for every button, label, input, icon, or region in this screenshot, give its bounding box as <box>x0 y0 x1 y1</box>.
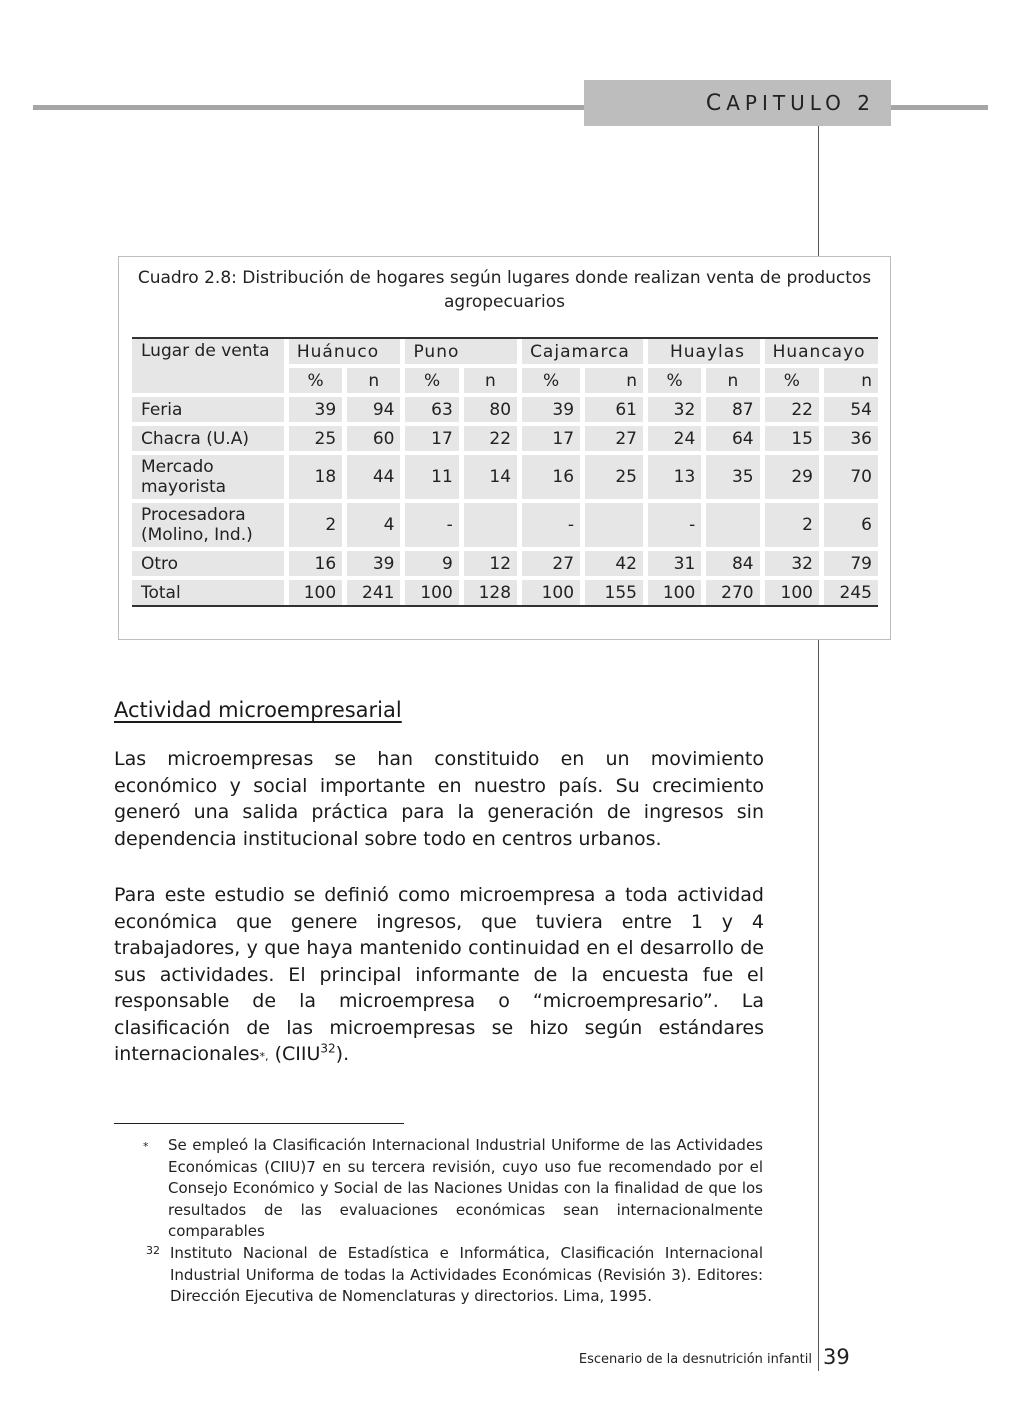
header-group: Huancayo <box>765 339 878 368</box>
table-cell: 9 <box>405 551 463 580</box>
table-row <box>132 455 878 503</box>
table-row <box>132 397 878 426</box>
footnote: Se empleó la Clasificación Internacional Industrial Uniforme de las Actividades Económicas (CIIU)7 en su tercera revisión, cuyo uso fue recomendado por el Consejo Económico y Social de las Naciones Unidas con la finalidad de que los resultados de las evaluaciones económicas sean internacionalmente comparables <box>168 1136 763 1240</box>
paragraph-text: Para este estudio se definió como microempresa a toda actividad económica que genere ingresos, que tuviera entre 1 y 4 trabajadores, y que haya mantenido continuidad en el desarrollo de sus actividades. El principal informante de la encuesta fue el responsable de la microempresa o “microempresario”. La clasificación de las microempresas se hizo según estándares internacionales <box>114 884 764 1065</box>
chapter-title: APITULO 2 <box>726 91 875 115</box>
subheader-cell: % <box>289 368 347 397</box>
table-cell: 13 <box>648 455 706 503</box>
table-cell: 87 <box>706 397 764 426</box>
sales-location-table <box>132 337 878 607</box>
table-cell: 39 <box>289 397 347 426</box>
table-cell: 63 <box>405 397 463 426</box>
footnote-mark: * <box>143 1140 149 1153</box>
footnote-ref-32: 32 <box>320 1041 336 1056</box>
table-cell: - <box>522 503 585 551</box>
row-label: Feria <box>132 397 289 426</box>
table-row <box>132 503 878 551</box>
table-cell: 31 <box>648 551 706 580</box>
table-cell: 60 <box>347 426 405 455</box>
header-group: Cajamarca <box>522 339 648 368</box>
row-label: Mercado mayorista <box>132 455 289 503</box>
section-heading: Actividad microempresarial <box>114 698 402 722</box>
table-cell: 54 <box>824 397 878 426</box>
header-lugar-de-venta: Lugar de venta <box>132 339 289 397</box>
table-cell: 32 <box>765 551 824 580</box>
table-row <box>132 426 878 455</box>
table-frame <box>118 256 891 640</box>
table-cell: 6 <box>824 503 878 551</box>
caption-line-1: Cuadro 2.8: Distribución de hogares según lugares donde realizan venta de productos <box>137 268 872 288</box>
chapter-initial: C <box>705 90 727 116</box>
table-cell: 100 <box>765 580 824 605</box>
table-cell: 61 <box>585 397 648 426</box>
table-cell: 79 <box>824 551 878 580</box>
page-number: 39 <box>823 1345 850 1369</box>
table-cell: 12 <box>464 551 522 580</box>
chapter-label <box>584 80 891 126</box>
table-cell: 270 <box>706 580 764 605</box>
table-cell: 84 <box>706 551 764 580</box>
header-group: Huaylas <box>648 339 765 368</box>
table-cell: 100 <box>405 580 463 605</box>
table-cell: 100 <box>289 580 347 605</box>
table-cell: 22 <box>464 426 522 455</box>
subheader-cell: n <box>464 368 522 397</box>
footnote-ref-star: *, <box>259 1050 269 1063</box>
row-label: Total <box>132 580 289 605</box>
table-cell: 27 <box>585 426 648 455</box>
table-cell: 245 <box>824 580 878 605</box>
subheader-cell: n <box>706 368 764 397</box>
table-cell: 25 <box>289 426 347 455</box>
table-row <box>132 551 878 580</box>
table-header-row <box>132 339 878 368</box>
table-cell: 64 <box>706 426 764 455</box>
table-cell: 27 <box>522 551 585 580</box>
header-group: Huánuco <box>289 339 406 368</box>
table-caption <box>119 266 890 314</box>
table-cell: 15 <box>765 426 824 455</box>
table-cell: 16 <box>289 551 347 580</box>
table-cell: - <box>648 503 706 551</box>
paragraph-text: ). <box>335 1043 350 1065</box>
table-cell: 18 <box>289 455 347 503</box>
footnote: Instituto Nacional de Estadística e Informática, Clasificación Internacional Industrial Uniforma de todas la Actividades Económicas (Revisión 3). Editores: Dirección Ejecutiva de Nomenclaturas y directorios. Lima, 1995. <box>170 1244 763 1305</box>
row-label: Procesadora (Molino, Ind.) <box>132 503 289 551</box>
table-cell: 32 <box>648 397 706 426</box>
table-cell: 100 <box>522 580 585 605</box>
table-cell: 22 <box>765 397 824 426</box>
table-cell: 94 <box>347 397 405 426</box>
paragraph: Las microempresas se han constituido en un movimiento económico y social importante en nuestro país. Su crecimiento generó una salida práctica para la generación de ingresos sin dependencia institucional sobre todo en centros urbanos. <box>114 748 764 850</box>
table-cell: 14 <box>464 455 522 503</box>
table-cell: 16 <box>522 455 585 503</box>
table-cell: 39 <box>347 551 405 580</box>
footnote-separator <box>114 1123 404 1124</box>
table-cell: 241 <box>347 580 405 605</box>
subheader-cell: n <box>824 368 878 397</box>
row-label: Otro <box>132 551 289 580</box>
footnote-mark: 32 <box>146 1244 160 1257</box>
table-cell: 17 <box>405 426 463 455</box>
subheader-cell: n <box>585 368 648 397</box>
table-cell: 39 <box>522 397 585 426</box>
table-cell <box>585 503 648 551</box>
subheader-cell: % <box>648 368 706 397</box>
table-cell: 2 <box>289 503 347 551</box>
table-cell: 44 <box>347 455 405 503</box>
table-cell <box>464 503 522 551</box>
table-cell: 25 <box>585 455 648 503</box>
table-cell: 155 <box>585 580 648 605</box>
paragraph <box>114 882 764 1071</box>
header-group: Puno <box>405 339 522 368</box>
table-cell: 11 <box>405 455 463 503</box>
caption-line-2: agropecuarios <box>444 292 565 312</box>
table-total-row <box>132 580 878 605</box>
table-cell <box>706 503 764 551</box>
table-cell: 128 <box>464 580 522 605</box>
table-cell: 100 <box>648 580 706 605</box>
table-cell: 24 <box>648 426 706 455</box>
subheader-cell: n <box>347 368 405 397</box>
table-cell: 29 <box>765 455 824 503</box>
row-label: Chacra (U.A) <box>132 426 289 455</box>
table-cell: 70 <box>824 455 878 503</box>
table-cell: 36 <box>824 426 878 455</box>
subheader-cell: % <box>765 368 824 397</box>
table-cell: 2 <box>765 503 824 551</box>
table-cell: 4 <box>347 503 405 551</box>
table-cell: 80 <box>464 397 522 426</box>
running-footer: Escenario de la desnutrición infantil <box>578 1352 812 1367</box>
paragraph-text: (CIIU <box>268 1043 321 1065</box>
table-cell: 17 <box>522 426 585 455</box>
subheader-cell: % <box>405 368 463 397</box>
table-cell: 35 <box>706 455 764 503</box>
table-cell: - <box>405 503 463 551</box>
table-cell: 42 <box>585 551 648 580</box>
subheader-cell: % <box>522 368 585 397</box>
